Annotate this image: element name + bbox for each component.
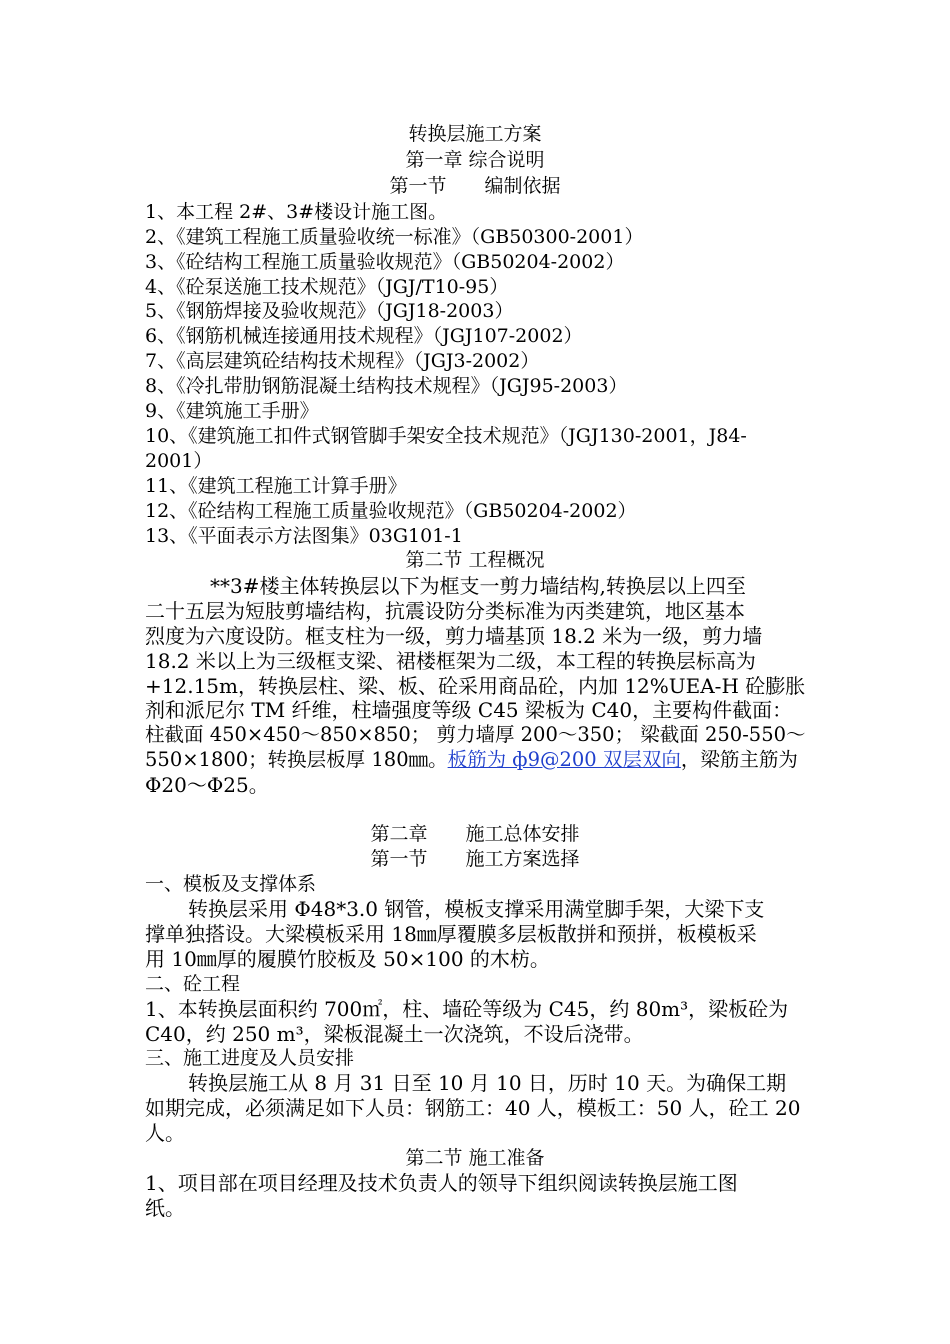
basis-item: 9、《建筑施工手册》 [145, 400, 319, 422]
basis-item: 3、《砼结构工程施工质量验收规范》（GB50204-2002） [145, 251, 625, 273]
paragraph-line: 1、项目部在项目经理及技术负责人的领导下组织阅读转换层施工图 [145, 1171, 738, 1195]
basis-item: 5、《钢筋焊接及验收规范》（JGJ18-2003） [145, 300, 514, 322]
subsection-heading: 二、砼工程 [145, 973, 241, 995]
basis-item: 6、《钢筋机械连接通用技术规程》（JGJ107-2002） [145, 325, 583, 347]
subsection-heading: 三、施工进度及人员安排 [145, 1047, 355, 1069]
basis-item: 13、《平面表示方法图集》03G101-1 [145, 525, 463, 547]
paragraph-line: 转换层采用 Φ48*3.0 钢管，模板支撑采用满堂脚手架，大梁下支 [188, 897, 765, 921]
paragraph-line: 纸。 [145, 1196, 185, 1220]
ch2-section-1-name: 施工方案选择 [465, 848, 580, 870]
basis-item: 2、《建筑工程施工质量验收统一标准》（GB50300-2001） [145, 226, 644, 248]
paragraph-line: 1、本转换层面积约 700㎡，柱、墙砼等级为 C45，约 80m³，梁板砼为 [145, 997, 789, 1021]
paragraph-line: 撑单独搭设。大梁模板采用 18㎜厚覆膜多层板散拼和预拼，板模板采 [145, 922, 757, 946]
section-1-title [0, 174, 950, 198]
chapter-2-label: 第二章 [370, 823, 428, 845]
doc-title: 转换层施工方案 [408, 123, 542, 145]
chapter-2-name: 施工总体安排 [465, 823, 580, 845]
basis-item: 11、《建筑工程施工计算手册》 [145, 475, 407, 497]
paragraph-line: C40，约 250 m³，梁板混凝土一次浇筑，不设后浇带。 [145, 1022, 644, 1046]
overview-line: +12.15m，转换层柱、梁、板、砼采用商品砼，内加 12%UEA-H 砼膨胀 [145, 674, 806, 698]
basis-item: 4、《砼泵送施工技术规范》（JGJ/T10-95） [145, 276, 509, 298]
overview-line: 18.2 米以上为三级框支梁、裙楼框架为二级，本工程的转换层标高为 [145, 649, 756, 673]
chapter-2-title [0, 822, 950, 846]
basis-item: 7、《高层建筑砼结构技术规程》（JGJ3-2002） [145, 350, 540, 372]
basis-item: 8、《冷扎带肋钢筋混凝土结构技术规程》（JGJ95-2003） [145, 375, 628, 397]
ch2-section-1-label: 第一节 [370, 848, 428, 870]
basis-item: 10、《建筑施工扣件式钢管脚手架安全技术规范》（JGJ130-2001，J84- [145, 425, 747, 447]
basis-item: 12、《砼结构工程施工质量验收规范》（GB50204-2002） [145, 500, 637, 522]
overview-text: ，梁筋主筋为 [680, 748, 798, 771]
subsection-heading: 一、模板及支撑体系 [145, 873, 317, 895]
overview-line: 烈度为六度设防。框支柱为一级，剪力墙基顶 18.2 米为一级，剪力墙 [145, 624, 763, 648]
paragraph-line: 人。 [145, 1121, 185, 1145]
overview-line: **3#楼主体转换层以下为框支一剪力墙结构,转换层以上四至 [210, 574, 746, 598]
overview-line: 剂和派尼尔 TM 纤维，柱墙强度等级 C45 梁板为 C40，主要构件截面： [145, 698, 793, 722]
section-1-name: 编制依据 [484, 175, 561, 197]
basis-item-cont: 2001） [145, 450, 213, 472]
basis-item: 1、本工程 2#、3#楼设计施工图。 [145, 201, 448, 223]
chapter-1-title: 第一章 综合说明 [405, 149, 545, 171]
slab-rebar-link[interactable]: 板筋为 ф9@200 双层双向 [447, 748, 681, 771]
overview-line: 柱截面 450×450～850×850； 剪力墙厚 200～350； 梁截面 250-550～ [145, 723, 806, 746]
paragraph-line: 转换层施工从 8 月 31 日至 10 月 10 日，历时 10 天。为确保工期 [188, 1071, 787, 1095]
overview-line: 二十五层为短肢剪墙结构，抗震设防分类标准为丙类建筑，地区基本 [145, 599, 745, 623]
section-1-label: 第一节 [389, 175, 447, 197]
overview-line [145, 748, 798, 772]
paragraph-line: 用 10㎜厚的履膜竹胶板及 50×100 的木枋。 [145, 947, 550, 971]
paragraph-line: 如期完成，必须满足如下人员：钢筋工：40 人，模板工：50 人，砼工 20 [145, 1096, 801, 1120]
overview-text: 550×1800；转换层板厚 180㎜。 [145, 748, 448, 771]
ch2-section-1-title [0, 847, 950, 871]
overview-line: Φ20～Φ25。 [145, 773, 269, 797]
section-2-title: 第二节 工程概况 [405, 549, 545, 571]
ch2-section-2-title: 第二节 施工准备 [405, 1147, 545, 1169]
